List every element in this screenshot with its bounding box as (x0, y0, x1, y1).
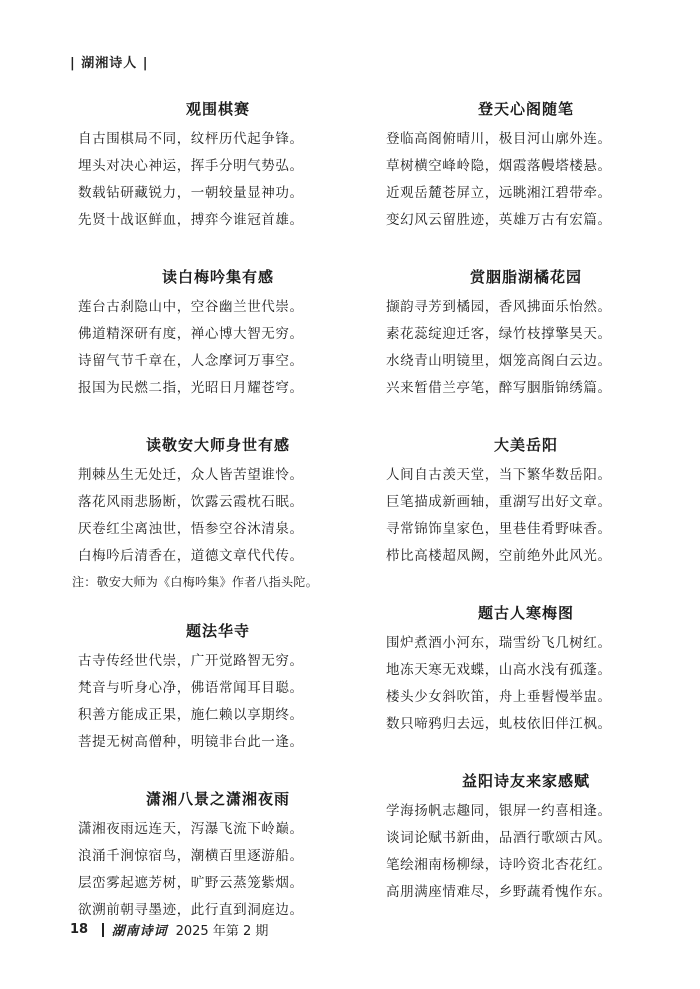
poem-line: 梵音与听身心净，佛语常闻耳目聪。 (78, 680, 304, 696)
poem-title: 读白梅吟集有感 (161, 268, 274, 286)
poem-line: 菩提无树高僧种，明镜非台此一逢。 (78, 734, 304, 750)
poem-line: 先贤十战讴鲜血，搏弈今谁冠首雄。 (78, 212, 304, 228)
poem-line: 学海扬帆志趣同，银屏一约喜相逢。 (386, 803, 612, 819)
poem-line: 登临高阁俯晴川，极目河山廓外连。 (386, 131, 612, 147)
poem-title: 大美岳阳 (493, 436, 558, 454)
poem-line: 笔绘湘南杨柳绿，诗吟资北杏花红。 (386, 857, 612, 873)
poem-line: 楼头少女斜吹笛，舟上垂髫慢举盅。 (386, 689, 612, 705)
right-column (386, 98, 666, 906)
poem-line: 围炉煮酒小河东，瑞雪纷飞几树红。 (386, 635, 612, 651)
poem-line: 素花蕊绽迎迁客，绿竹枝撑擎昊天。 (386, 326, 612, 342)
footnote: 注：敬安大师为《白梅吟集》作者八指头陀。 (72, 575, 319, 589)
poem (386, 770, 666, 906)
poem-line: 近观岳麓苍屏立，远眺湘江碧带牵。 (386, 185, 612, 201)
poem-line: 佛道精深研有度，禅心博大智无穷。 (78, 326, 304, 342)
poem-line: 荆棘丛生无处迁，众人皆苦望谁怜。 (78, 467, 304, 483)
poem-line: 落花风雨悲肠断，饮露云霞枕石眠。 (78, 494, 304, 510)
poem-line: 埋头对决心神运，挥手分明气势弘。 (78, 158, 304, 174)
poem (386, 266, 666, 402)
footer-divider (102, 923, 104, 937)
poem (386, 602, 666, 738)
poem-line: 兴来暂借兰亭笔，醉写胭脂锦绣篇。 (386, 380, 612, 396)
poem-title: 题法华寺 (185, 622, 250, 640)
poem-title: 赏胭脂湖橘花园 (469, 268, 582, 286)
poem (78, 620, 358, 756)
poem-line: 巨笔描成新画轴，重湖写出好文章。 (386, 494, 612, 510)
poem (386, 434, 666, 570)
poem-line: 栉比高楼超凤阙，空前绝外此风光。 (386, 548, 612, 564)
poem-title: 题古人寒梅图 (477, 604, 574, 622)
poem-line: 古寺传经世代崇，广开觉路智无穷。 (78, 653, 304, 669)
poem-line: 地冻天寒无戏蝶，山高水浅有孤蓬。 (386, 662, 612, 678)
issue-label: 2025 年第 2 期 (175, 924, 269, 939)
poem (78, 788, 358, 924)
poem-line: 报国为民燃二指，光昭日月耀苍穹。 (78, 380, 304, 396)
poem-line: 自古围棋局不同，纹枰历代起争锋。 (78, 131, 304, 147)
page-footer (70, 920, 268, 939)
poem-title: 读敬安大师身世有感 (145, 436, 290, 454)
left-column (72, 98, 358, 924)
poem-line: 数只啼鸦归去远，虬枝依旧伴江枫。 (386, 716, 612, 732)
poem (72, 434, 358, 592)
poem-line: 变幻风云留胜迹，英雄万古有宏篇。 (386, 212, 612, 228)
poem-line: 谈词论赋书新曲，品酒行歌颂古风。 (386, 830, 612, 846)
poem-title: 观围棋赛 (185, 100, 250, 118)
poem-line: 数载钻研藏锐力，一朝较量显神功。 (78, 185, 304, 201)
poem-line: 人间自古羡天堂，当下繁华数岳阳。 (386, 467, 612, 483)
poem (386, 98, 666, 234)
poem-line: 撷韵寻芳到橘园，香风拂面乐怡然。 (386, 299, 612, 315)
magazine-logo: 湖南诗词 (111, 924, 168, 939)
poem-title: 登天心阁随笔 (477, 100, 574, 118)
section-header: | 湖湘诗人 | (70, 56, 149, 71)
poem-line: 白梅吟后清香在，道德文章代代传。 (78, 548, 304, 564)
poem-line: 水绕青山明镜里，烟笼高阁白云边。 (386, 353, 612, 369)
poem-line: 积善方能成正果，施仁赖以享期终。 (78, 707, 304, 723)
poem-line: 高朋满座情难尽，乡野蔬肴愧作东。 (386, 884, 612, 900)
poem-line: 层峦雾起遮芳树，旷野云蒸笼紫烟。 (78, 875, 304, 891)
poem-line: 诗留气节千章在，人念摩诃万事空。 (78, 353, 304, 369)
poem-line: 寻常锦饰皇家色，里巷佳肴野味香。 (386, 521, 612, 537)
poem-title: 潇湘八景之潇湘夜雨 (145, 790, 290, 808)
poem-line: 欲溯前朝寻墨迹，此行直到洞庭边。 (78, 902, 304, 918)
poem-line: 厌卷红尘离浊世，悟参空谷沐清泉。 (78, 521, 304, 537)
poem-line: 浪涌千涧惊宿鸟，潮横百里逐游船。 (78, 848, 304, 864)
poem (78, 266, 358, 402)
poem-title: 益阳诗友来家感赋 (461, 772, 590, 790)
poem-line: 草树横空峰岭隐，烟霞落幔塔楼悬。 (386, 158, 612, 174)
page-number: 18 (70, 922, 89, 937)
poem (78, 98, 358, 234)
poem-line: 潇湘夜雨远连天，泻瀑飞流下岭巅。 (78, 821, 304, 837)
poem-line: 莲台古刹隐山中，空谷幽兰世代崇。 (78, 299, 304, 315)
